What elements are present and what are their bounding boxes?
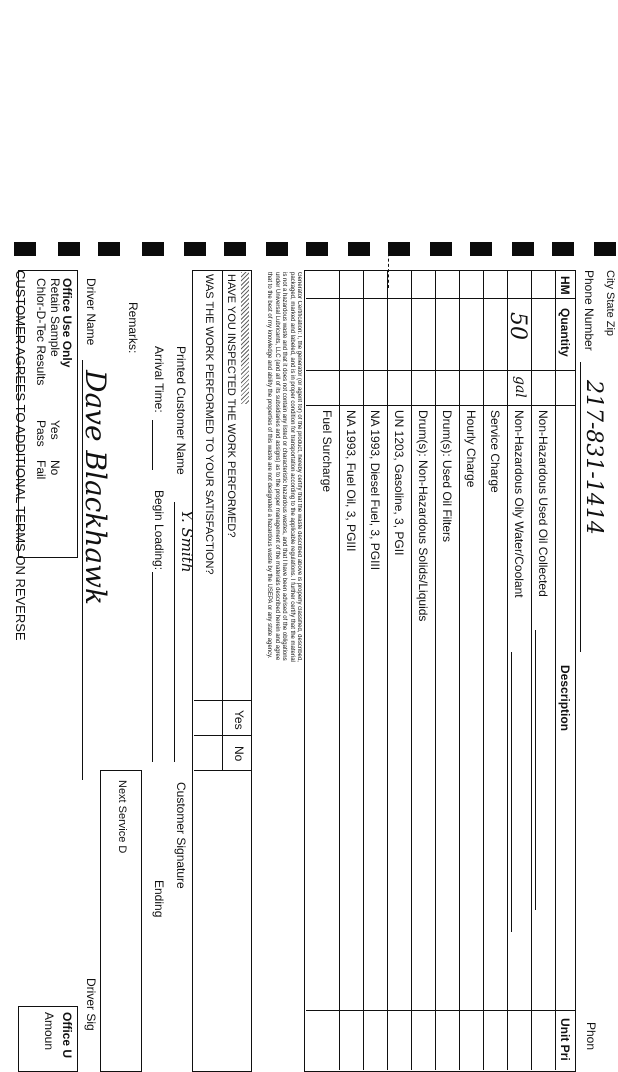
item-description: NA 1993, Fuel Oil, 3, PGIII <box>344 410 358 552</box>
item-description: UN 1203, Gasoline, 3, PGII <box>392 410 406 556</box>
feed-hole <box>58 242 80 256</box>
row-divider <box>387 270 388 1070</box>
item-quantity: 50 <box>505 312 530 340</box>
next-service-label: Next Service D <box>116 780 128 854</box>
header-unit-price: Unit Pri <box>558 1018 572 1061</box>
begin-loading-underline <box>152 572 153 762</box>
row-divider <box>531 270 532 1070</box>
feed-hole <box>388 242 410 256</box>
header-description: Description <box>558 665 572 732</box>
printed-customer-name-label: Printed Customer Name <box>174 346 188 475</box>
item-description: Service Charge <box>488 410 502 493</box>
item-underline <box>511 652 512 932</box>
office-use-right-title: Office U <box>60 1012 74 1059</box>
retain-sample-label: Retain Sample <box>48 278 62 357</box>
row-divider <box>459 270 460 1070</box>
footer-terms: CUSTOMER AGREES TO ADDITIONAL TERMS ON REVERSE <box>13 270 28 641</box>
row-divider <box>339 270 340 1070</box>
row-divider <box>507 270 508 1070</box>
office-amount-label: Amoun <box>42 1012 56 1051</box>
feed-hole <box>184 242 206 256</box>
phone-underline <box>580 362 581 652</box>
feed-hole <box>14 242 36 256</box>
item-description: Hourly Charge <box>464 410 478 488</box>
feed-hole <box>266 242 288 256</box>
table-col-divider <box>306 370 576 371</box>
chlor-d-tec-label: Chlor-D-Tec Results <box>34 278 48 386</box>
inspection-divider <box>194 770 252 771</box>
retain-no-option: No <box>48 460 62 476</box>
inspection-divider <box>194 700 252 701</box>
feed-hole <box>512 242 534 256</box>
begin-loading-label: Begin Loading: <box>152 490 166 571</box>
feed-hole <box>98 242 120 256</box>
inspection-question-1: HAVE YOU INSPECTED THE WORK PERFORMED? <box>225 274 237 538</box>
item-description: NA 1993, Diesel Fuel, 3, PGIII <box>368 410 382 571</box>
item-description: Fuel Surcharge <box>320 410 334 493</box>
feed-hole <box>430 242 452 256</box>
customer-signature-label: Customer Signature <box>174 782 188 889</box>
table-col-divider <box>306 1010 576 1011</box>
printed-customer-name-value: Y. Smith <box>178 510 196 573</box>
inspection-divider <box>194 735 252 736</box>
chlor-pass-option: Pass <box>34 420 48 447</box>
driver-name-value: Dave Blackhawk <box>79 370 112 605</box>
feed-hole <box>142 242 164 256</box>
chlor-fail-option: Fail <box>34 460 48 480</box>
row-divider <box>411 270 412 1070</box>
driver-name-label: Driver Name <box>84 278 98 346</box>
office-use-title: Office Use Only <box>60 278 74 368</box>
feed-hole <box>470 242 492 256</box>
ending-label: Ending <box>152 880 166 918</box>
inspection-shading <box>241 272 249 404</box>
driver-signature-label: Driver Sig <box>84 978 98 1031</box>
driver-name-underline <box>82 360 83 780</box>
row-divider <box>435 270 436 1070</box>
feed-hole <box>552 242 574 256</box>
service-ticket-form <box>0 270 618 1070</box>
city-state-zip-label: City State Zip <box>604 270 616 337</box>
yes-label: Yes <box>232 710 246 730</box>
item-description: Drum(s): Non-Hazardous Solids/Liquids <box>416 410 430 622</box>
arrival-time-label: Arrival Time: <box>152 346 166 413</box>
remarks-label: Remarks: <box>126 302 140 354</box>
retain-yes-option: Yes <box>48 420 62 440</box>
item-quantity-unit: gal <box>512 376 528 398</box>
customer-name-underline <box>174 502 175 762</box>
inspection-question-2: WAS THE WORK PERFORMED TO YOUR SATISFACTION? <box>203 274 215 575</box>
generator-certification: Generator Certification: I, the generator (or agent for) of the product, hereby certify that the waste described above is properly classified, described, packaged, marked and labeled, and is in proper condition for transportation according to the applicable regulations. I further certify that the material is not a hazardous waste and that it does not contain any listed or characteristic hazardous wastes, and that I have been advised of the obligations under Universal Lubricants, LLC (and all of its subsidiaries and assigns) as to the proper management of the materials described herein and agree that to the best of my knowledge and ability the properties of this waste are not designated a hazardous waste by the USEPA or any state agency. <box>266 272 302 662</box>
right-phone-label: Phon <box>584 1022 598 1051</box>
no-label: No <box>232 746 246 762</box>
header-quantity: Quantity <box>558 308 572 357</box>
phone-label: Phone Number <box>582 270 596 351</box>
feed-hole <box>594 242 616 256</box>
tractor-feed-holes <box>0 238 618 262</box>
arrival-time-underline <box>152 420 153 470</box>
row-divider <box>363 270 364 1070</box>
item-description: Drum(s): Used Oil Filters <box>440 410 454 543</box>
item-description: Non-Hazardous Oily Water/Coolant <box>512 410 526 598</box>
phone-number: 217-831-1414 <box>581 380 606 535</box>
feed-hole <box>348 242 370 256</box>
table-header-divider <box>555 270 556 1070</box>
row-divider <box>483 270 484 1070</box>
header-hm: HM <box>558 276 572 295</box>
feed-hole <box>224 242 246 256</box>
item-underline <box>535 630 536 910</box>
inspection-row-divider <box>222 270 223 770</box>
feed-hole <box>306 242 328 256</box>
table-col-divider <box>306 405 576 406</box>
table-col-divider <box>306 298 576 299</box>
item-description: Non-Hazardous Used Oil Collected <box>536 410 550 597</box>
